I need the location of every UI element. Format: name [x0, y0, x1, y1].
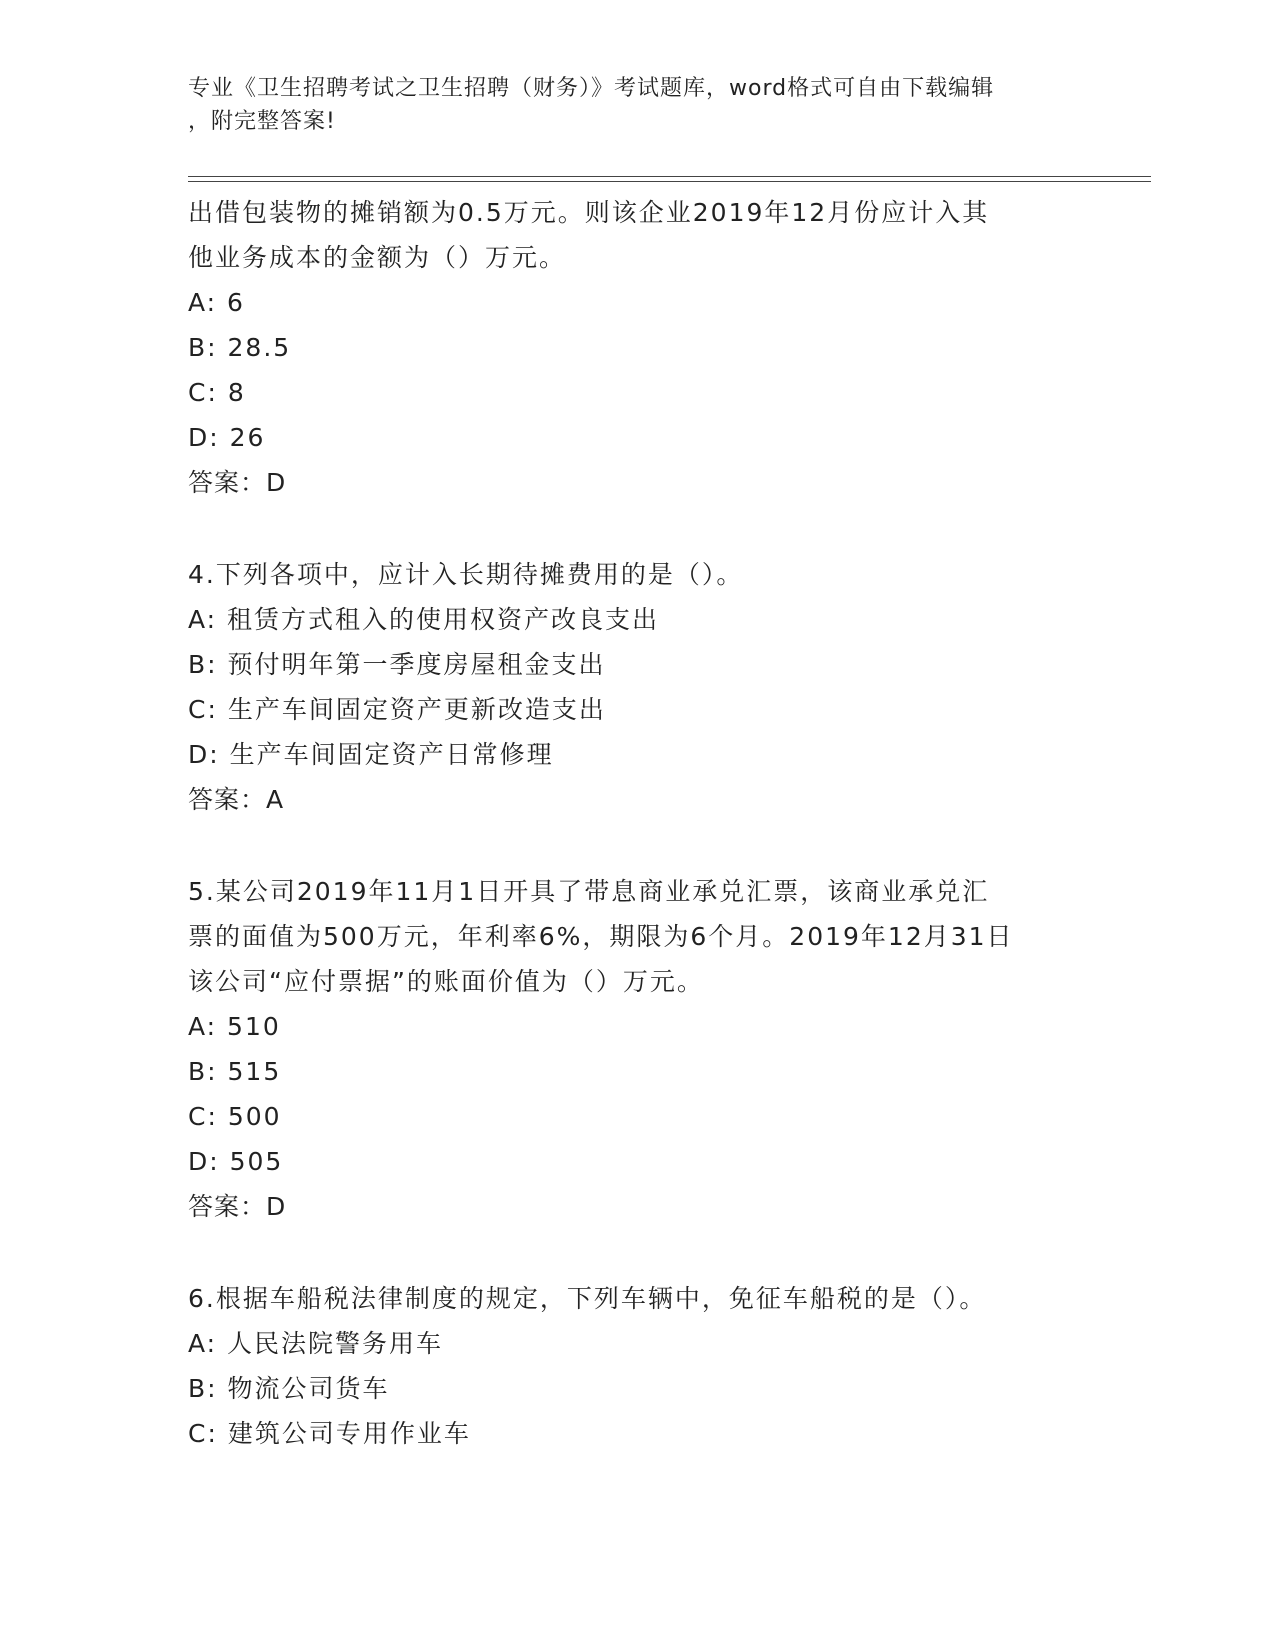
question-text-line: 出借包装物的摊销额为0.5万元。则该企业2019年12月份应计入其 [188, 198, 990, 227]
option-c: C: 8 [188, 378, 246, 407]
question-text-line: 4.下列各项中，应计入长期待摊费用的是（）。 [188, 560, 744, 589]
question-block [188, 190, 1088, 505]
header-line-1: 专业《卫生招聘考试之卫生招聘（财务）》考试题库，word格式可自由下载编辑 [188, 76, 995, 101]
option-c: C: 生产车间固定资产更新改造支出 [188, 695, 606, 724]
header-line-2: ，附完整答案! [188, 109, 336, 134]
answer-line: 答案：D [188, 1192, 287, 1221]
option-b: B: 预付明年第一季度房屋租金支出 [188, 650, 606, 679]
question-text-line: 6.根据车船税法律制度的规定，下列车辆中，免征车船税的是（）。 [188, 1284, 987, 1313]
page-header [188, 72, 1068, 138]
question-list [188, 190, 1088, 1456]
option-b: B: 515 [188, 1057, 282, 1086]
answer-line: 答案：A [188, 785, 285, 814]
option-d: D: 505 [188, 1147, 284, 1176]
option-a: A: 租赁方式租入的使用权资产改良支出 [188, 605, 660, 634]
option-c: C: 500 [188, 1102, 282, 1131]
header-divider-bottom [188, 181, 1151, 182]
answer-line: 答案：D [188, 468, 287, 497]
question-text-line: 5.某公司2019年11月1日开具了带息商业承兑汇票，该商业承兑汇 [188, 877, 990, 906]
question-block [188, 552, 1088, 822]
option-d: D: 26 [188, 423, 266, 452]
option-a: A: 人民法院警务用车 [188, 1329, 444, 1358]
option-d: D: 生产车间固定资产日常修理 [188, 740, 554, 769]
option-a: A: 510 [188, 1012, 281, 1041]
question-block [188, 1276, 1088, 1456]
question-text-line: 票的面值为500万元，年利率6%，期限为6个月。2019年12月31日 [188, 922, 1014, 951]
option-a: A: 6 [188, 288, 245, 317]
question-text-line: 该公司“应付票据”的账面价值为（）万元。 [188, 967, 704, 996]
header-divider-top [188, 176, 1151, 177]
question-text-line: 他业务成本的金额为（）万元。 [188, 243, 567, 272]
option-c: C: 建筑公司专用作业车 [188, 1419, 471, 1448]
option-b: B: 物流公司货车 [188, 1374, 390, 1403]
option-b: B: 28.5 [188, 333, 292, 362]
question-block [188, 869, 1088, 1229]
